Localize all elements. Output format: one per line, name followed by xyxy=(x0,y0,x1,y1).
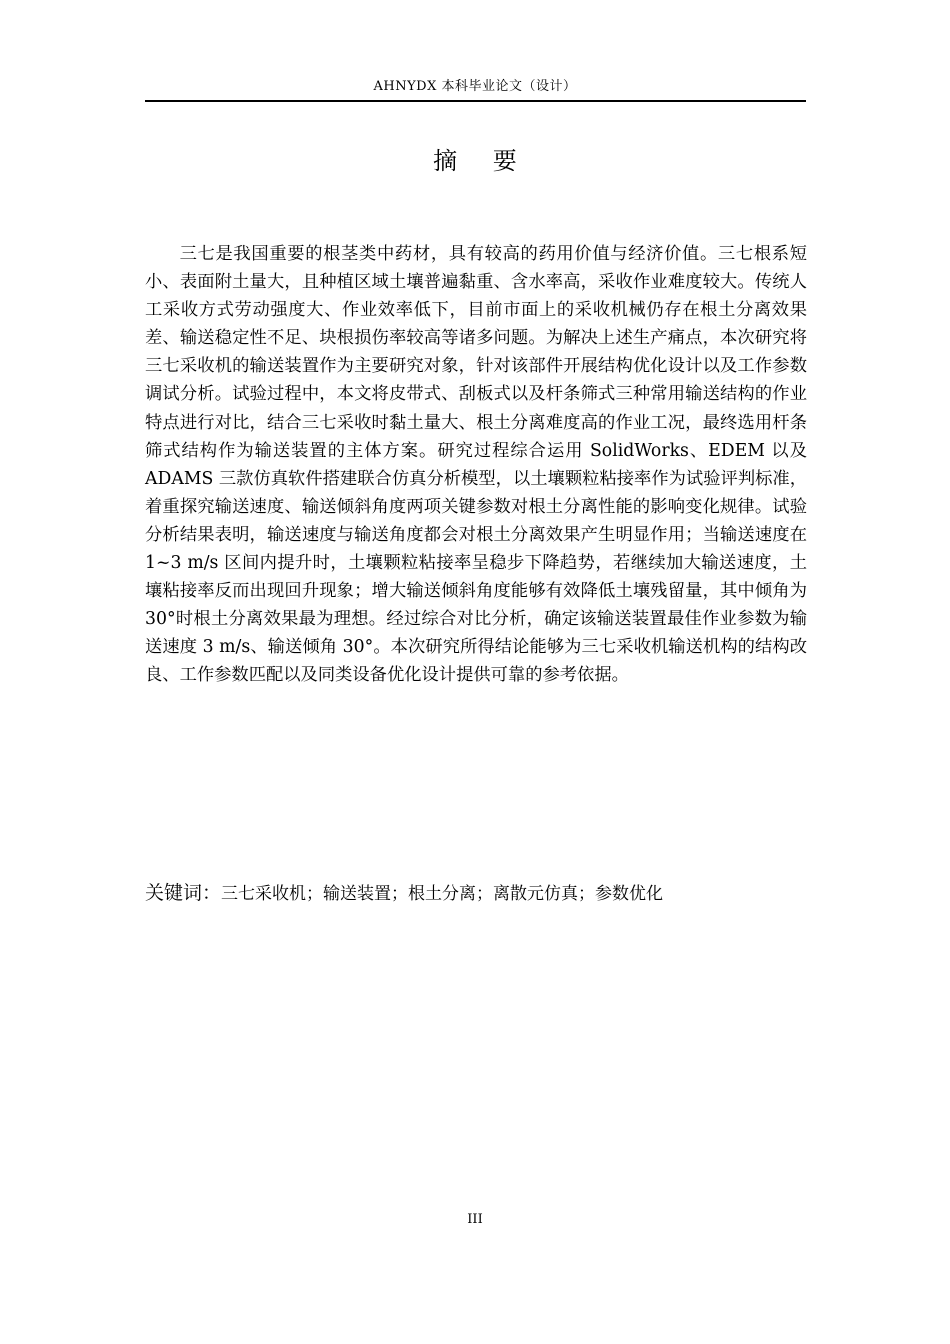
page-number: III xyxy=(467,1212,483,1227)
header-divider xyxy=(145,100,806,102)
abstract-body: 三七是我国重要的根茎类中药材，具有较高的药用价值与经济价值。三七根系短小、表面附土量大，且种植区域土壤普遍黏重、含水率高，采收作业难度较大。传统人工采收方式劳动强度大、作业效率低下，目前市面上的采收机械仍存在根土分离效果差、输送稳定性不足、块根损伤率较高等诸多问题。为解决上述生产痛点，本次研究将三七采收机的输送装置作为主要研究对象，针对该部件开展结构优化设计以及工作参数调试分析。试验过程中，本文将皮带式、刮板式以及杆条筛式三种常用输送结构的作业特点进行对比，结合三七采收时黏土量大、根土分离难度高的作业工况，最终选用杆条筛式结构作为输送装置的主体方案。研究过程综合运用 SolidWorks、EDEM 以及 ADAMS 三款仿真软件搭建联合仿真分析模型，以土壤颗粒粘接率作为试验评判标准，着重探究输送速度、输送倾斜角度两项关键参数对根土分离性能的影响变化规律。试验分析结果表明，输送速度与输送角度都会对根土分离效果产生明显作用；当输送速度在 1~3 m/s 区间内提升时，土壤颗粒粘接率呈稳步下降趋势，若继续加大输送速度，土壤粘接率反而出现回升现象；增大输送倾斜角度能够有效降低土壤残留量，其中倾角为 30°时根土分离效果最为理想。经过综合对比分析，确定该输送装置最佳作业参数为输送速度 3 m/s、输送倾角 30°。本次研究所得结论能够为三七采收机输送机构的结构改良、工作参数匹配以及同类设备优化设计提供可靠的参考依据。 xyxy=(145,244,807,686)
abstract-title: 摘 要 xyxy=(433,147,531,175)
keywords-value: 三七采收机；输送装置；根土分离；离散元仿真；参数优化 xyxy=(221,884,664,904)
running-header: AHNYDX 本科毕业论文（设计） xyxy=(373,79,577,94)
keywords-label: 关键词： xyxy=(145,882,222,904)
keywords-line xyxy=(145,878,807,909)
